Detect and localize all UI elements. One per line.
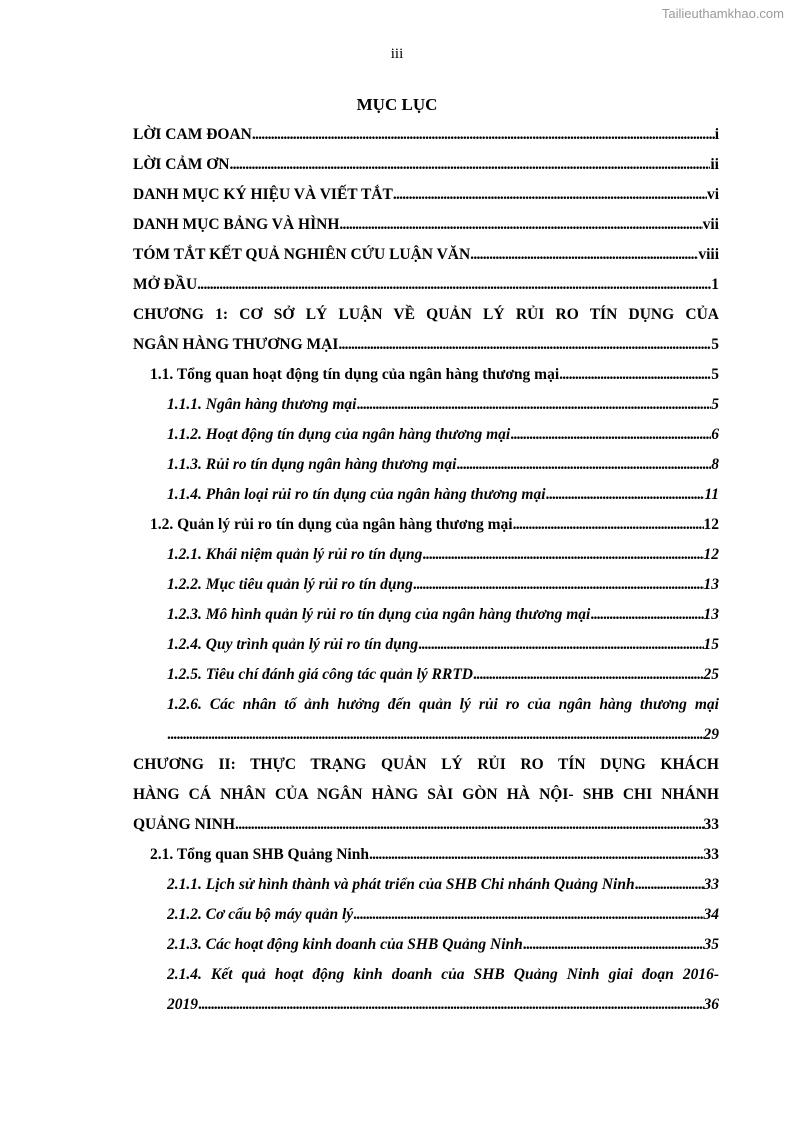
toc-entry-text: 1.2.6. Các nhân tố ảnh hưởng đến quản lý rủi ro của ngân hàng thương mại xyxy=(167,696,719,713)
dot-leader xyxy=(456,450,711,480)
toc-entry-text: TÓM TẮT KẾT QUẢ NGHIÊN CỨU LUẬN VĂN xyxy=(133,246,471,263)
toc-page-number: 36 xyxy=(703,996,719,1013)
dot-leader xyxy=(198,990,704,1020)
toc-page-number: 13 xyxy=(703,576,719,593)
toc-entry-text: 2.1.2. Cơ cấu bộ máy quản lý xyxy=(167,906,354,923)
toc-entry-text: 2.1.3. Các hoạt động kinh doanh của SHB Quảng Ninh xyxy=(167,936,523,953)
toc-entry[interactable] xyxy=(0,480,794,510)
toc-page-number: 12 xyxy=(703,546,719,563)
toc-entry-text: 1.2.5. Tiêu chí đánh giá công tác quản lý RRTD xyxy=(167,666,474,683)
dot-leader xyxy=(513,510,704,540)
toc-page-number: i xyxy=(714,126,719,143)
toc-entry-text: 2.1.1. Lịch sử hình thành và phát triển của SHB Chi nhánh Quảng Ninh xyxy=(167,876,635,893)
toc-entry[interactable] xyxy=(0,900,794,930)
toc-page-number: 8 xyxy=(711,456,719,473)
dot-leader xyxy=(523,930,704,960)
toc-entry[interactable] xyxy=(0,570,794,600)
toc-page-number: 34 xyxy=(703,906,719,923)
toc-entry-text: MỞ ĐẦU xyxy=(133,276,198,293)
dot-leader xyxy=(369,840,704,870)
toc-entry-text: 2019 xyxy=(167,996,198,1013)
toc-entry-text: 1.1.3. Rủi ro tín dụng ngân hàng thương mại xyxy=(167,456,457,473)
dot-leader xyxy=(167,720,704,750)
dot-leader xyxy=(418,630,703,660)
toc-entry-text: CHƯƠNG 1: CƠ SỞ LÝ LUẬN VỀ QUẢN LÝ RỦI RO TÍN DỤNG CỦA xyxy=(133,306,719,323)
dot-leader xyxy=(635,870,704,900)
toc-page-number: vi xyxy=(706,186,719,203)
dot-leader xyxy=(413,570,704,600)
toc-entry[interactable] xyxy=(0,450,794,480)
dot-leader xyxy=(338,330,711,360)
toc-entry[interactable] xyxy=(0,360,794,390)
toc-page-number: 29 xyxy=(703,726,719,743)
dot-leader xyxy=(422,540,703,570)
toc-page-number: 11 xyxy=(704,486,719,503)
page-number: iii xyxy=(390,46,404,62)
toc-entry[interactable] xyxy=(0,630,794,660)
dot-leader xyxy=(510,420,711,450)
toc-page-number: 35 xyxy=(703,936,719,953)
toc-page-number: 6 xyxy=(711,426,719,443)
toc-entry[interactable] xyxy=(0,180,794,210)
toc-page-number: viii xyxy=(698,246,719,263)
toc-page-number: 5 xyxy=(711,396,719,413)
toc-entry[interactable] xyxy=(0,210,794,240)
toc-entry[interactable] xyxy=(0,930,794,960)
toc-entry-text: 2.1.4. Kết quả hoạt động kinh doanh của SHB Quảng Ninh giai đoạn 2016- xyxy=(167,966,719,983)
toc-entry-text: 1.2. Quản lý rủi ro tín dụng của ngân hàng thương mại xyxy=(150,516,513,533)
toc-page-number: 33 xyxy=(703,876,719,893)
toc-entry[interactable] xyxy=(0,660,794,690)
toc-entry-text: CHƯƠNG II: THỰC TRẠNG QUẢN LÝ RỦI RO TÍN DỤNG KHÁCH xyxy=(133,756,719,773)
toc-entry[interactable] xyxy=(0,750,794,840)
toc-entry[interactable] xyxy=(0,510,794,540)
toc-page-number: 12 xyxy=(703,516,719,533)
dot-leader xyxy=(356,390,711,420)
toc-entry-text: DANH MỤC BẢNG VÀ HÌNH xyxy=(133,216,340,233)
table-of-contents xyxy=(0,120,794,1020)
toc-entry-text: 1.1.2. Hoạt động tín dụng của ngân hàng thương mại xyxy=(167,426,511,443)
toc-entry[interactable] xyxy=(0,300,794,360)
watermark-text: Tailieuthamkhao.com xyxy=(661,6,784,21)
toc-page-number: 5 xyxy=(711,366,719,383)
toc-page-number: 33 xyxy=(703,846,719,863)
toc-entry[interactable] xyxy=(0,120,794,150)
toc-entry[interactable] xyxy=(0,270,794,300)
dot-leader xyxy=(559,360,711,390)
dot-leader xyxy=(229,150,710,180)
toc-entry[interactable] xyxy=(0,420,794,450)
toc-page-number: 1 xyxy=(711,276,719,293)
toc-page-number: vii xyxy=(702,216,719,233)
toc-entry[interactable] xyxy=(0,840,794,870)
dot-leader xyxy=(473,660,703,690)
toc-page-number: 5 xyxy=(711,336,719,353)
dot-leader xyxy=(470,240,698,270)
toc-entry-text: 1.1. Tổng quan hoạt động tín dụng của ngân hàng thương mại xyxy=(150,366,560,383)
toc-entry-text: HÀNG CÁ NHÂN CỦA NGÂN HÀNG SÀI GÒN HÀ NỘI- SHB CHI NHÁNH xyxy=(133,786,719,803)
dot-leader xyxy=(197,270,711,300)
toc-entry-text: LỜI CẢM ƠN xyxy=(133,156,230,173)
toc-entry[interactable] xyxy=(0,390,794,420)
toc-entry[interactable] xyxy=(0,150,794,180)
dot-leader xyxy=(393,180,707,210)
toc-entry[interactable] xyxy=(0,960,794,1020)
toc-entry-text: 1.1.1. Ngân hàng thương mại xyxy=(167,396,357,413)
toc-entry-text: NGÂN HÀNG THƯƠNG MẠI xyxy=(133,336,339,353)
toc-entry-text: DANH MỤC KÝ HIỆU VÀ VIẾT TẮT xyxy=(133,186,393,203)
toc-entry-text: 1.2.2. Mục tiêu quản lý rủi ro tín dụng xyxy=(167,576,413,593)
toc-page-number: ii xyxy=(710,156,719,173)
dot-leader xyxy=(339,210,702,240)
toc-entry[interactable] xyxy=(0,870,794,900)
toc-entry-text: 1.2.3. Mô hình quản lý rủi ro tín dụng của ngân hàng thương mại xyxy=(167,606,591,623)
toc-page-number: 15 xyxy=(703,636,719,653)
toc-entry-text: 1.2.4. Quy trình quản lý rủi ro tín dụng xyxy=(167,636,419,653)
dot-leader xyxy=(252,120,715,150)
toc-page-number: 33 xyxy=(703,816,719,833)
toc-page-number: 13 xyxy=(703,606,719,623)
toc-title: MỤC LỤC xyxy=(356,95,438,114)
toc-entry[interactable] xyxy=(0,240,794,270)
dot-leader xyxy=(353,900,703,930)
toc-entry[interactable] xyxy=(0,690,794,750)
dot-leader xyxy=(235,810,703,840)
toc-entry-text: LỜI CAM ĐOAN xyxy=(133,126,252,143)
dot-leader xyxy=(546,480,705,510)
toc-entry-text: QUẢNG NINH xyxy=(133,816,236,833)
toc-page-number: 25 xyxy=(703,666,719,683)
toc-entry[interactable] xyxy=(0,540,794,570)
dot-leader xyxy=(590,600,703,630)
toc-entry-text: 1.1.4. Phân loại rủi ro tín dụng của ngân hàng thương mại xyxy=(167,486,546,503)
toc-entry-text: 1.2.1. Khái niệm quản lý rủi ro tín dụng xyxy=(167,546,423,563)
toc-entry[interactable] xyxy=(0,600,794,630)
toc-entry-text: 2.1. Tổng quan SHB Quảng Ninh xyxy=(150,846,369,863)
